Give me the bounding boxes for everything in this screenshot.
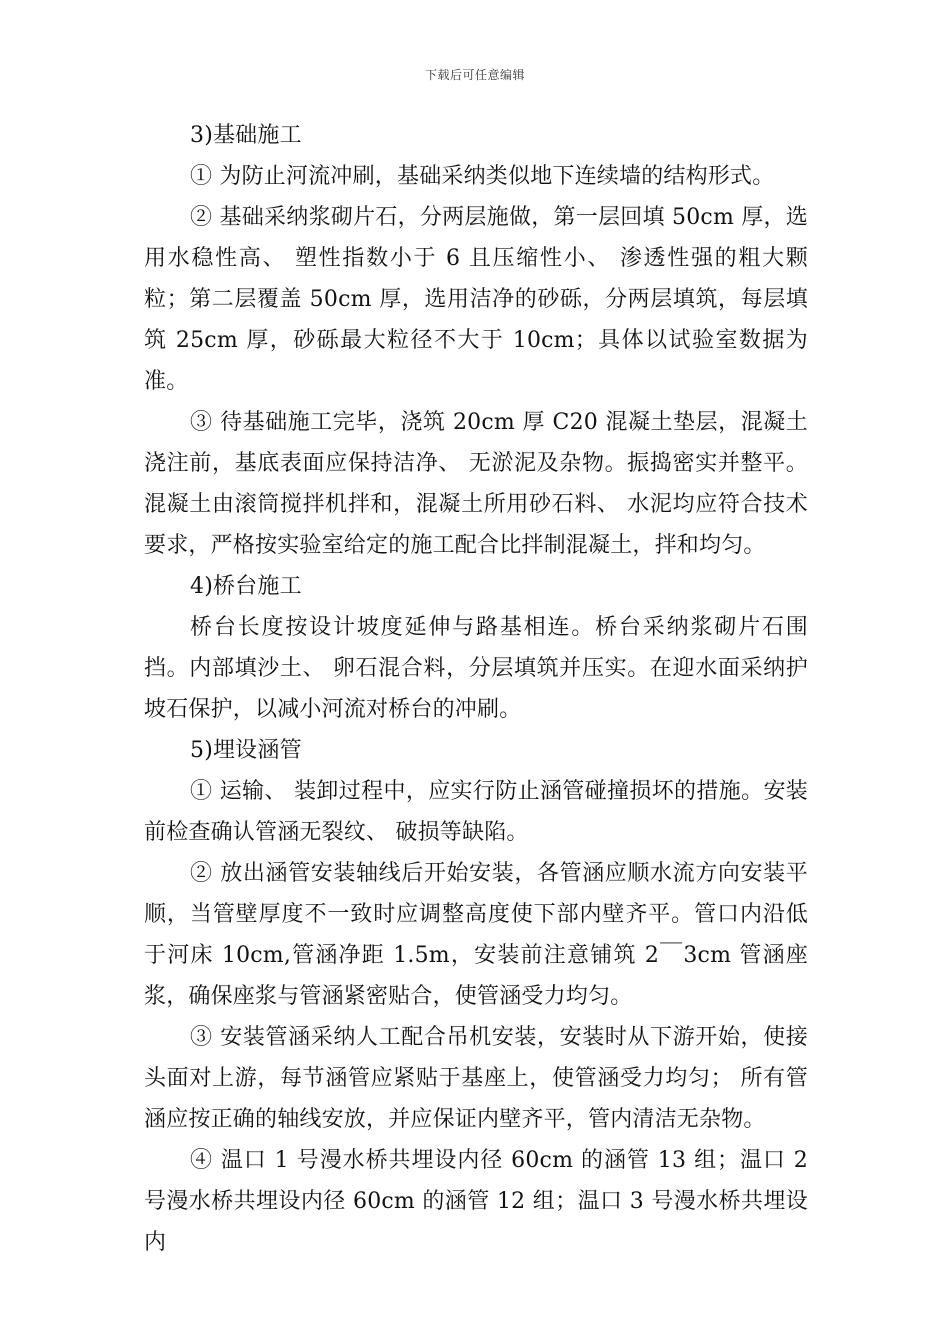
section-heading-abutment: 4)桥台施工 xyxy=(190,574,302,599)
paragraph-culvert-4: ④ 温口 1 号漫水桥共埋设内径 60cm 的涵管 13 组；温口 2 号漫水桥共埋设内径 60cm 的涵管 12 组；温口 3 号漫水桥共埋设内 xyxy=(144,1148,808,1255)
paragraph-foundation-1: ① 为防止河流冲刷，基础采纳类似地下连续墙的结构形式。 xyxy=(190,164,775,189)
paragraph-foundation-2: ② 基础采纳浆砌片石，分两层施做，第一层回填 50cm 厚，选用水稳性高、 塑性指数小于 6 且压缩性小、 渗透性强的粗大颗粒；第二层覆盖 50cm 厚，选用洁净的砂砾，分两层填筑，每层填筑 25cm 厚，砂砾最大粒径不大于 10cm；具体以试验室数据为准。 xyxy=(144,205,808,394)
paragraph-culvert-1: ① 运输、 装卸过程中，应实行防止涵管碰撞损坏的措施。安装前检查确认管涵无裂纹、 破损等缺陷。 xyxy=(144,779,808,845)
paragraph-culvert-2: ② 放出涵管安装轴线后开始安装，各管涵应顺水流方向安装平顺，当管壁厚度不一致时应调整高度使下部内壁齐平。管口内沿低于河床 10cm,管涵净距 1.5m，安装前注意铺筑 2￣3cm 管涵座浆，确保座浆与管涵紧密贴合，使管涵受力均匀。 xyxy=(144,861,808,1009)
section-heading-foundation: 3)基础施工 xyxy=(190,123,302,148)
paragraph-foundation-3: ③ 待基础施工完毕，浇筑 20cm 厚 C20 混凝土垫层，混凝土浇注前，基底表面应保持洁净、 无淤泥及杂物。振捣密实并整平。混凝土由滚筒搅拌机拌和，混凝土所用砂石料、 水泥均应符合技术要求，严格按实验室给定的施工配合比拌制混凝土，拌和均匀。 xyxy=(144,410,808,558)
paragraph-abutment: 桥台长度按设计坡度延伸与路基相连。桥台采纳浆砌片石围挡。内部填沙土、 卵石混合料，分层填筑并压实。在迎水面采纳护坡石保护，以减小河流对桥台的冲刷。 xyxy=(144,615,808,722)
document-body xyxy=(144,115,808,1263)
download-note: 下载后可任意编辑 xyxy=(424,68,525,82)
paragraph-culvert-3: ③ 安装管涵采纳人工配合吊机安装，安装时从下游开始，使接头面对上游，每节涵管应紧贴于基座上，使管涵受力均匀； 所有管涵应按正确的轴线安放，并应保证内壁齐平，管内清洁无杂物。 xyxy=(144,1025,808,1132)
section-heading-culvert: 5)埋设涵管 xyxy=(190,738,302,763)
